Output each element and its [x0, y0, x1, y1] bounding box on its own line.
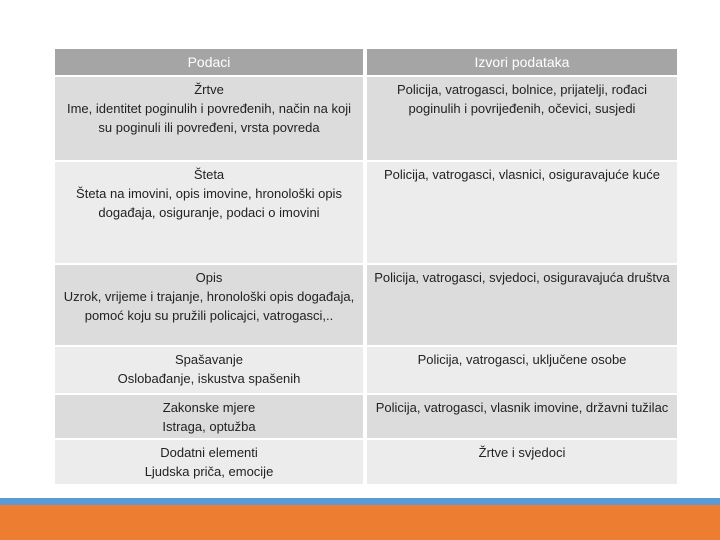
sources-cell: Policija, vatrogasci, svjedoci, osiguravajuća društva [367, 265, 677, 345]
data-cell [55, 440, 363, 484]
table-row [55, 162, 677, 263]
row-title: Spašavanje [175, 352, 243, 367]
table-row [55, 347, 677, 393]
row-desc: Oslobađanje, iskustva spašenih [117, 371, 301, 386]
table-row [55, 265, 677, 345]
sources-cell: Žrtve i svjedoci [367, 440, 677, 484]
footer-orange-bar [0, 505, 720, 540]
sources-cell: Policija, vatrogasci, vlasnik imovine, državni tužilac [367, 395, 677, 438]
row-desc: Šteta na imovini, opis imovine, hronološki opis događaja, osiguranje, podaci o imovini [76, 186, 342, 220]
row-desc: Ime, identitet poginulih i povređenih, način na koji su poginuli ili povređeni, vrsta povreda [66, 101, 351, 135]
row-desc: Ljudska priča, emocije [144, 464, 274, 479]
row-title: Šteta [193, 167, 225, 182]
sources-cell: Policija, vatrogasci, vlasnici, osiguravajuće kuće [367, 162, 677, 263]
header-izvori: Izvori podataka [367, 49, 677, 75]
row-desc: Istraga, optužba [162, 419, 256, 434]
sources-cell: Policija, vatrogasci, uključene osobe [367, 347, 677, 393]
row-title: Dodatni elementi [160, 445, 258, 460]
table-row [55, 440, 677, 484]
header-podaci: Podaci [55, 49, 363, 75]
data-cell [55, 347, 363, 393]
row-title: Zakonske mjere [162, 400, 256, 415]
table-row [55, 395, 677, 438]
data-sources-table [55, 49, 677, 486]
data-cell [55, 265, 363, 345]
data-cell [55, 395, 363, 438]
sources-cell: Policija, vatrogasci, bolnice, prijatelji, rođaci poginulih i povrijeđenih, očevici, susjedi [367, 77, 677, 160]
table-header [55, 49, 677, 75]
table-row [55, 77, 677, 160]
data-cell [55, 162, 363, 263]
data-cell [55, 77, 363, 160]
row-title: Žrtve [194, 82, 224, 97]
footer-blue-bar [0, 498, 720, 505]
row-title: Opis [195, 270, 223, 285]
row-desc: Uzrok, vrijeme i trajanje, hronološki opis događaja, pomoć koju su pružili policajci, vatrogasci,.. [63, 289, 355, 323]
